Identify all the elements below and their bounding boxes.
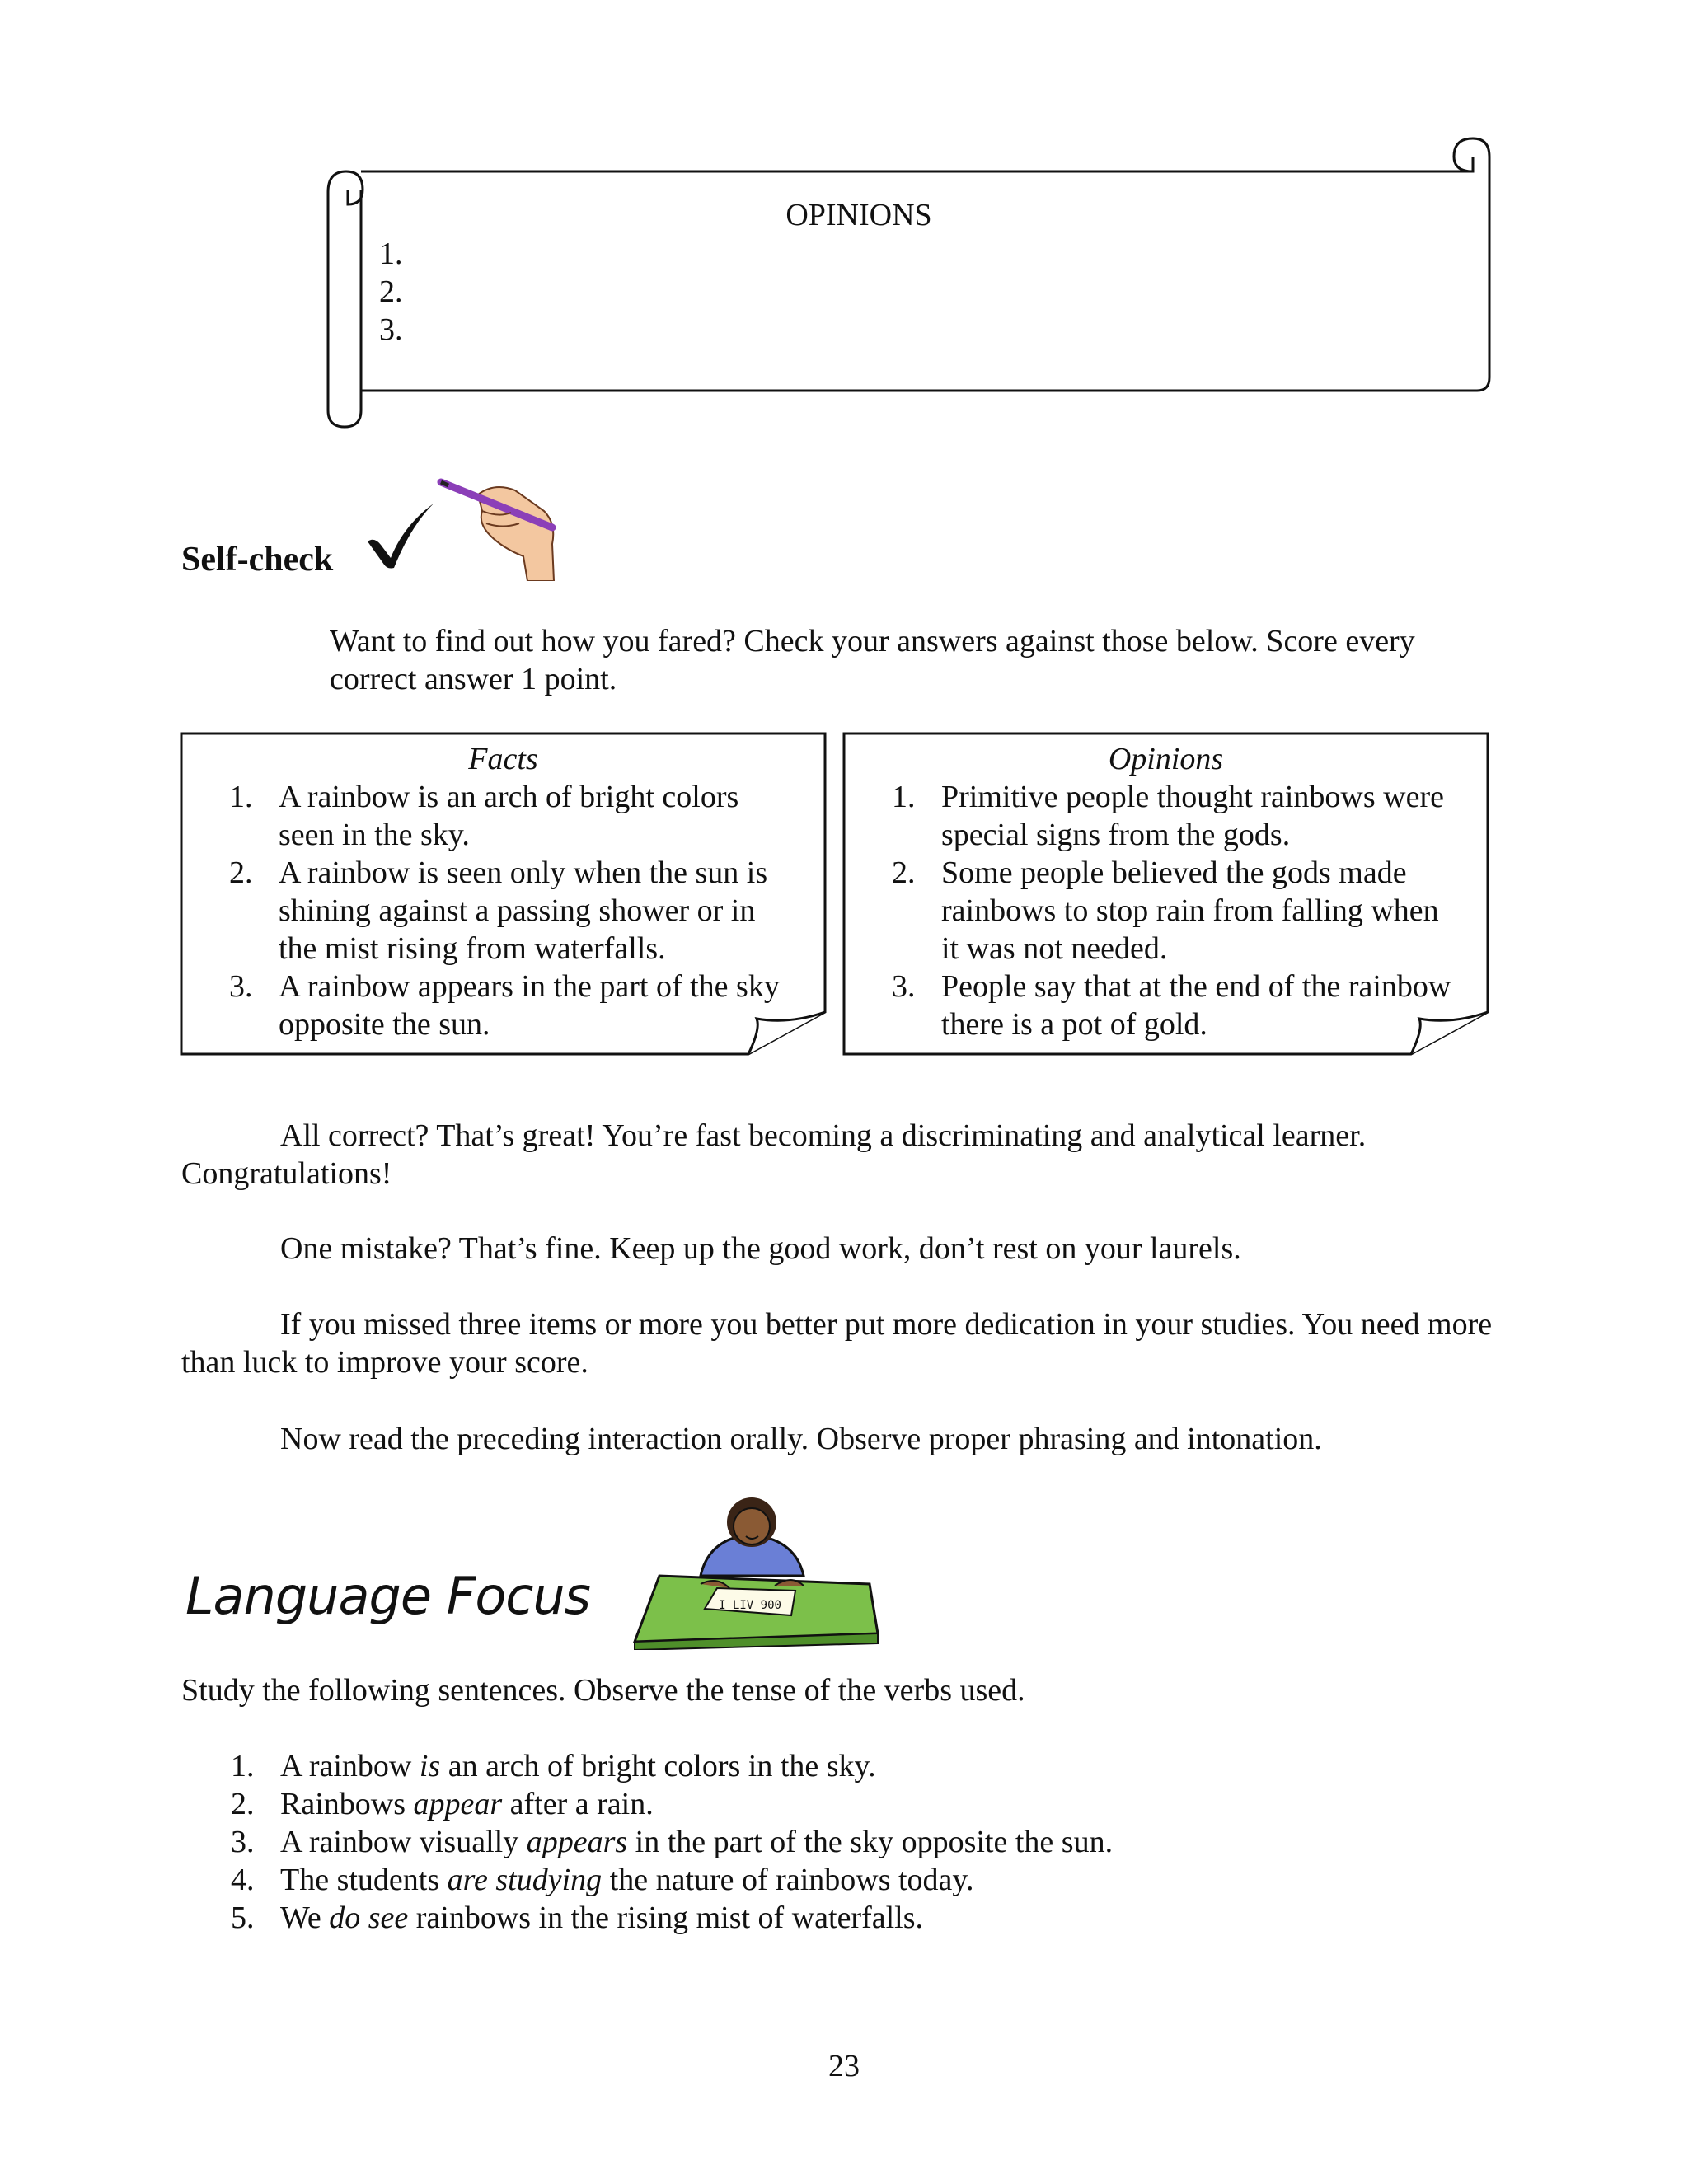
facts-item xyxy=(180,778,827,854)
item-number: 3. xyxy=(892,969,916,1004)
paragraph-one-mistake: One mistake? That’s fine. Keep up the good work, don’t rest on your laurels. xyxy=(280,1231,1241,1266)
item-number: 2. xyxy=(892,855,916,890)
sentence-post: rainbows in the rising mist of waterfalls. xyxy=(408,1900,924,1935)
student-writing-icon xyxy=(626,1493,882,1650)
sentence-pre: The students xyxy=(280,1863,448,1897)
scroll-item: 2. xyxy=(379,274,403,309)
item-number: 1. xyxy=(892,780,916,814)
item-text: Primitive people thought rainbows were special signs from the gods. xyxy=(941,780,1444,852)
page-number: 23 xyxy=(828,2049,860,2083)
sentence-verb: appears xyxy=(526,1825,628,1859)
sentence-verb: are studying xyxy=(447,1863,603,1897)
item-number: 1. xyxy=(229,780,253,814)
scroll-item: 1. xyxy=(379,237,403,271)
sentence-pre: A rainbow xyxy=(280,1749,420,1783)
facts-answer-box xyxy=(180,732,827,1056)
sentence-number: 1. xyxy=(231,1749,255,1783)
facts-item xyxy=(180,968,827,1043)
sentence-post: in the part of the sky opposite the sun. xyxy=(627,1825,1114,1859)
sentence-verb: is xyxy=(419,1749,441,1783)
hand-writing-icon xyxy=(437,478,560,581)
sentence-list xyxy=(181,1747,1113,1937)
item-number: 2. xyxy=(229,855,253,890)
sentence-post: after a rain. xyxy=(502,1787,654,1821)
sentence-number: 3. xyxy=(231,1825,255,1859)
sentence-item xyxy=(181,1861,1113,1899)
opinions-answer-box xyxy=(842,732,1489,1056)
facts-item xyxy=(180,854,827,968)
item-number: 3. xyxy=(229,969,253,1004)
sentence-item xyxy=(181,1785,1113,1823)
paper-text: I LIV 900 xyxy=(719,1599,781,1612)
sentence-item xyxy=(181,1899,1113,1937)
sentence-number: 4. xyxy=(231,1863,255,1897)
scroll-item: 3. xyxy=(379,312,403,347)
paragraph-read-orally: Now read the preceding interaction orally. Observe proper phrasing and intonation. xyxy=(280,1422,1322,1456)
language-focus-heading: Language Focus xyxy=(185,1566,590,1626)
opinions-item xyxy=(842,854,1489,968)
sentence-post: an arch of bright colors in the sky. xyxy=(440,1749,876,1783)
item-text: A rainbow is seen only when the sun is shining against a passing shower or in the mist rising from waterfalls. xyxy=(279,855,768,966)
item-text: A rainbow appears in the part of the sky opposite the sun. xyxy=(279,969,780,1042)
paragraph-all-correct: All correct? That’s great! You’re fast becoming a discriminating and analytical learner. Congratulations! xyxy=(181,1118,1367,1191)
sentence-pre: A rainbow visually xyxy=(280,1825,527,1859)
sentence-pre: We xyxy=(280,1900,330,1935)
opinions-item xyxy=(842,968,1489,1043)
item-text: People say that at the end of the rainbow there is a pot of gold. xyxy=(941,969,1451,1042)
language-focus-instruction: Study the following sentences. Observe the tense of the verbs used. xyxy=(181,1673,1025,1708)
sentence-number: 5. xyxy=(231,1900,255,1935)
sentence-verb: do see xyxy=(329,1900,409,1935)
item-text: A rainbow is an arch of bright colors seen in the sky. xyxy=(279,780,739,852)
sentence-number: 2. xyxy=(231,1787,255,1821)
sentence-item xyxy=(181,1747,1113,1785)
opinions-item xyxy=(842,778,1489,854)
checkmark-icon xyxy=(363,499,437,573)
opinions-scroll xyxy=(323,130,1493,435)
facts-heading: Facts xyxy=(468,742,538,776)
self-check-heading: Self-check xyxy=(181,541,334,579)
opinions-heading: Opinions xyxy=(1108,742,1224,776)
sentence-verb: appear xyxy=(413,1787,503,1821)
item-text: Some people believed the gods made rainbows to stop rain from falling when it was not needed. xyxy=(941,855,1439,966)
scroll-title: OPINIONS xyxy=(785,198,932,232)
sentence-item xyxy=(181,1823,1113,1861)
sentence-pre: Rainbows xyxy=(280,1787,414,1821)
paragraph-missed-three: If you missed three items or more you better put more dedication in your studies. You need more than luck to improve your score. xyxy=(181,1307,1493,1380)
scroll-list xyxy=(379,235,403,349)
sentence-post: the nature of rainbows today. xyxy=(602,1863,974,1897)
self-check-intro: Want to find out how you fared? Check your answers against those below. Score every correct answer 1 point. xyxy=(330,624,1415,696)
